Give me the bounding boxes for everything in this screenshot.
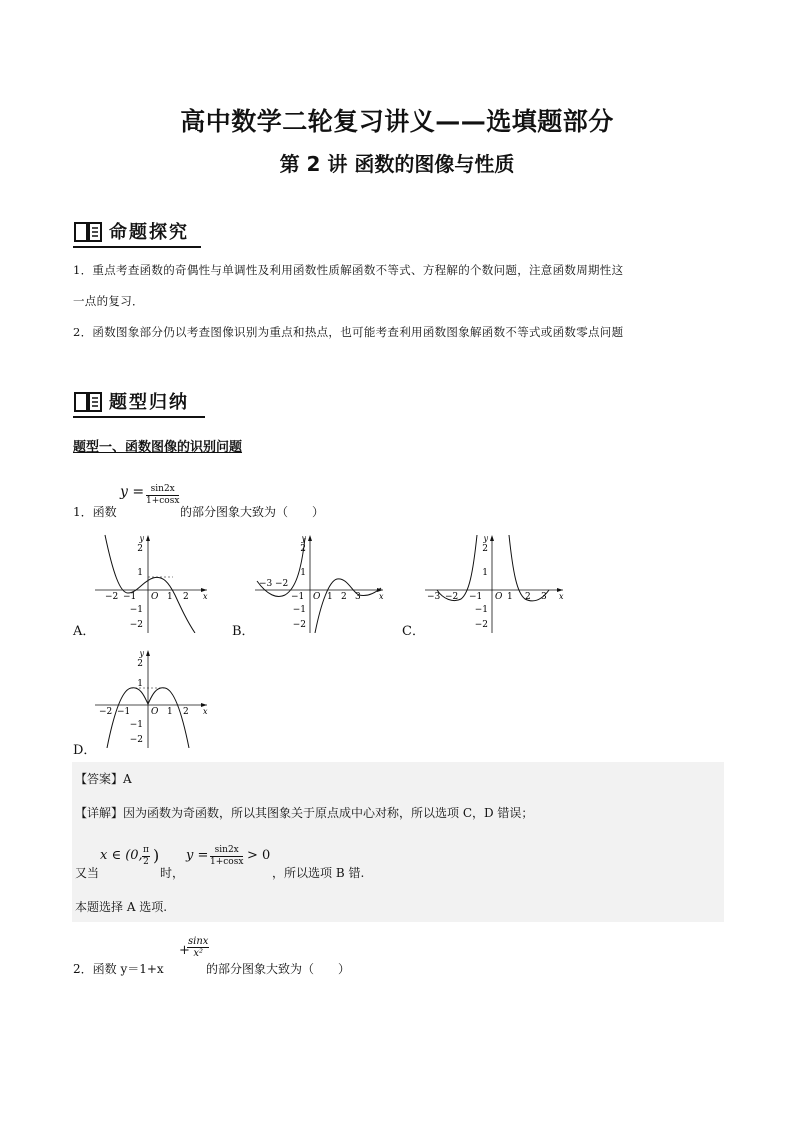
q2-plus: + xyxy=(179,943,190,958)
svg-text:−2: −2 xyxy=(105,592,119,602)
q2-numerator: sinx xyxy=(188,936,209,947)
svg-text:−2: −2 xyxy=(99,707,113,717)
exploration-item-2: 2．函数图象部分仍以考查图像识别为重点和热点，也可能考查利用函数图象解函数不等式或函数零点问题 xyxy=(73,325,624,339)
svg-text:−1: −1 xyxy=(292,605,306,615)
exploration-item-1-cont: 一点的复习． xyxy=(73,294,144,308)
cond-y-symbol: y = xyxy=(186,848,209,863)
q2-suffix: 的部分图象大致为（ ） xyxy=(206,962,351,976)
svg-text:−2: −2 xyxy=(445,592,459,602)
q1-y-symbol: y = xyxy=(120,484,145,500)
cond-numerator: sin2x xyxy=(210,845,243,857)
svg-text:−1: −1 xyxy=(474,605,488,615)
q2-denominator: x² xyxy=(193,948,204,959)
section-underline xyxy=(73,416,205,418)
q1-denominator: 1+cosx xyxy=(146,496,180,506)
section-heading-text: 命题探究 xyxy=(109,222,189,243)
svg-text:x: x xyxy=(203,707,208,716)
svg-text:y: y xyxy=(483,534,488,543)
option-a-label[interactable]: A． xyxy=(73,624,96,639)
answer-line2-prefix: 又当 xyxy=(75,866,100,880)
svg-text:−1: −1 xyxy=(123,592,137,602)
svg-text:2: 2 xyxy=(525,592,531,602)
svg-text:−1: −1 xyxy=(469,592,483,602)
svg-text:−1: −1 xyxy=(291,592,305,602)
exploration-item-1: 1．重点考查函数的奇偶性与单调性及利用函数性质解函数不等式、方程解的个数问题，注意函数周期性这 xyxy=(73,263,624,277)
answer-detail: 【详解】因为函数为奇函数，所以其图象关于原点成中心对称，所以选项 C，D 错误； xyxy=(75,806,534,820)
cond-fraction xyxy=(210,845,243,868)
lesson-subtitle: 第 2 讲 函数的图像与性质 xyxy=(279,152,515,176)
svg-text:2: 2 xyxy=(183,707,189,717)
svg-text:2: 2 xyxy=(137,544,143,554)
q1-numerator: sin2x xyxy=(146,484,179,496)
answer-line3: 本题选择 A 选项. xyxy=(75,900,168,914)
svg-text:y: y xyxy=(139,649,144,658)
svg-text:O: O xyxy=(313,592,321,602)
q2-prefix: 2．函数 y＝1+x xyxy=(73,962,164,976)
cond-greater: > 0 xyxy=(247,848,271,863)
graph-c xyxy=(425,533,565,633)
q1-prefix: 1．函数 xyxy=(73,505,117,519)
answer-label: 【答案】A xyxy=(75,772,132,786)
svg-text:3: 3 xyxy=(355,592,361,602)
svg-text:2: 2 xyxy=(300,544,306,554)
section-underline xyxy=(73,246,201,248)
q2-fraction xyxy=(187,936,209,959)
answer-box xyxy=(72,762,724,922)
svg-text:−2: −2 xyxy=(275,579,289,589)
option-b-label[interactable]: B． xyxy=(232,624,255,639)
svg-text:−1: −1 xyxy=(129,720,143,730)
svg-text:x: x xyxy=(379,592,384,601)
svg-text:1: 1 xyxy=(482,568,488,578)
svg-text:−2: −2 xyxy=(292,620,306,630)
svg-text:y: y xyxy=(139,534,144,543)
section-heading-exploration xyxy=(73,218,203,248)
svg-text:O: O xyxy=(495,592,503,602)
svg-text:x: x xyxy=(203,592,208,601)
svg-text:−2: −2 xyxy=(129,735,143,745)
svg-text:3: 3 xyxy=(541,592,547,602)
svg-text:−3: −3 xyxy=(427,592,441,602)
question-type-heading: 题型一、函数图像的识别问题 xyxy=(73,440,243,455)
svg-text:−3: −3 xyxy=(259,579,273,589)
answer-time: 时， xyxy=(160,866,185,880)
svg-text:2: 2 xyxy=(482,544,488,554)
graph-d xyxy=(95,648,210,748)
svg-text:1: 1 xyxy=(300,568,306,578)
svg-text:1: 1 xyxy=(167,707,173,717)
svg-text:O: O xyxy=(151,592,159,602)
pi-fraction xyxy=(142,845,150,868)
interval-expr: x ∈ (0, xyxy=(100,848,143,863)
svg-text:1: 1 xyxy=(507,592,513,602)
svg-text:y: y xyxy=(301,534,306,543)
cond-denominator: 1+cosx xyxy=(210,857,244,867)
svg-text:−1: −1 xyxy=(117,707,131,717)
svg-text:2: 2 xyxy=(341,592,347,602)
section-heading-types xyxy=(73,388,207,418)
svg-text:−2: −2 xyxy=(129,620,143,630)
svg-text:1: 1 xyxy=(167,592,173,602)
option-d-label[interactable]: D． xyxy=(73,743,97,758)
book-icon xyxy=(73,390,103,418)
svg-text:−1: −1 xyxy=(129,605,143,615)
svg-text:2: 2 xyxy=(137,659,143,669)
svg-text:1: 1 xyxy=(137,568,143,578)
svg-text:O: O xyxy=(151,707,159,717)
svg-text:1: 1 xyxy=(327,592,333,602)
graph-b xyxy=(255,533,385,633)
svg-text:x: x xyxy=(559,592,564,601)
q1-suffix: 的部分图象大致为（ ） xyxy=(180,505,325,519)
answer-line2-suffix: ，所以选项 B 错. xyxy=(272,866,365,880)
svg-text:1: 1 xyxy=(137,679,143,689)
graph-a xyxy=(95,533,210,633)
svg-text:2: 2 xyxy=(183,592,189,602)
pi-numerator: π xyxy=(143,845,149,855)
page-title: 高中数学二轮复习讲义——选填题部分 xyxy=(180,107,614,136)
pi-denominator: 2 xyxy=(143,857,149,867)
section-heading-text: 题型归纳 xyxy=(109,392,189,413)
svg-text:−2: −2 xyxy=(474,620,488,630)
q1-fraction xyxy=(146,484,179,507)
book-icon xyxy=(73,220,103,248)
option-c-label[interactable]: C． xyxy=(402,624,425,639)
interval-close-paren: ) xyxy=(153,846,160,865)
